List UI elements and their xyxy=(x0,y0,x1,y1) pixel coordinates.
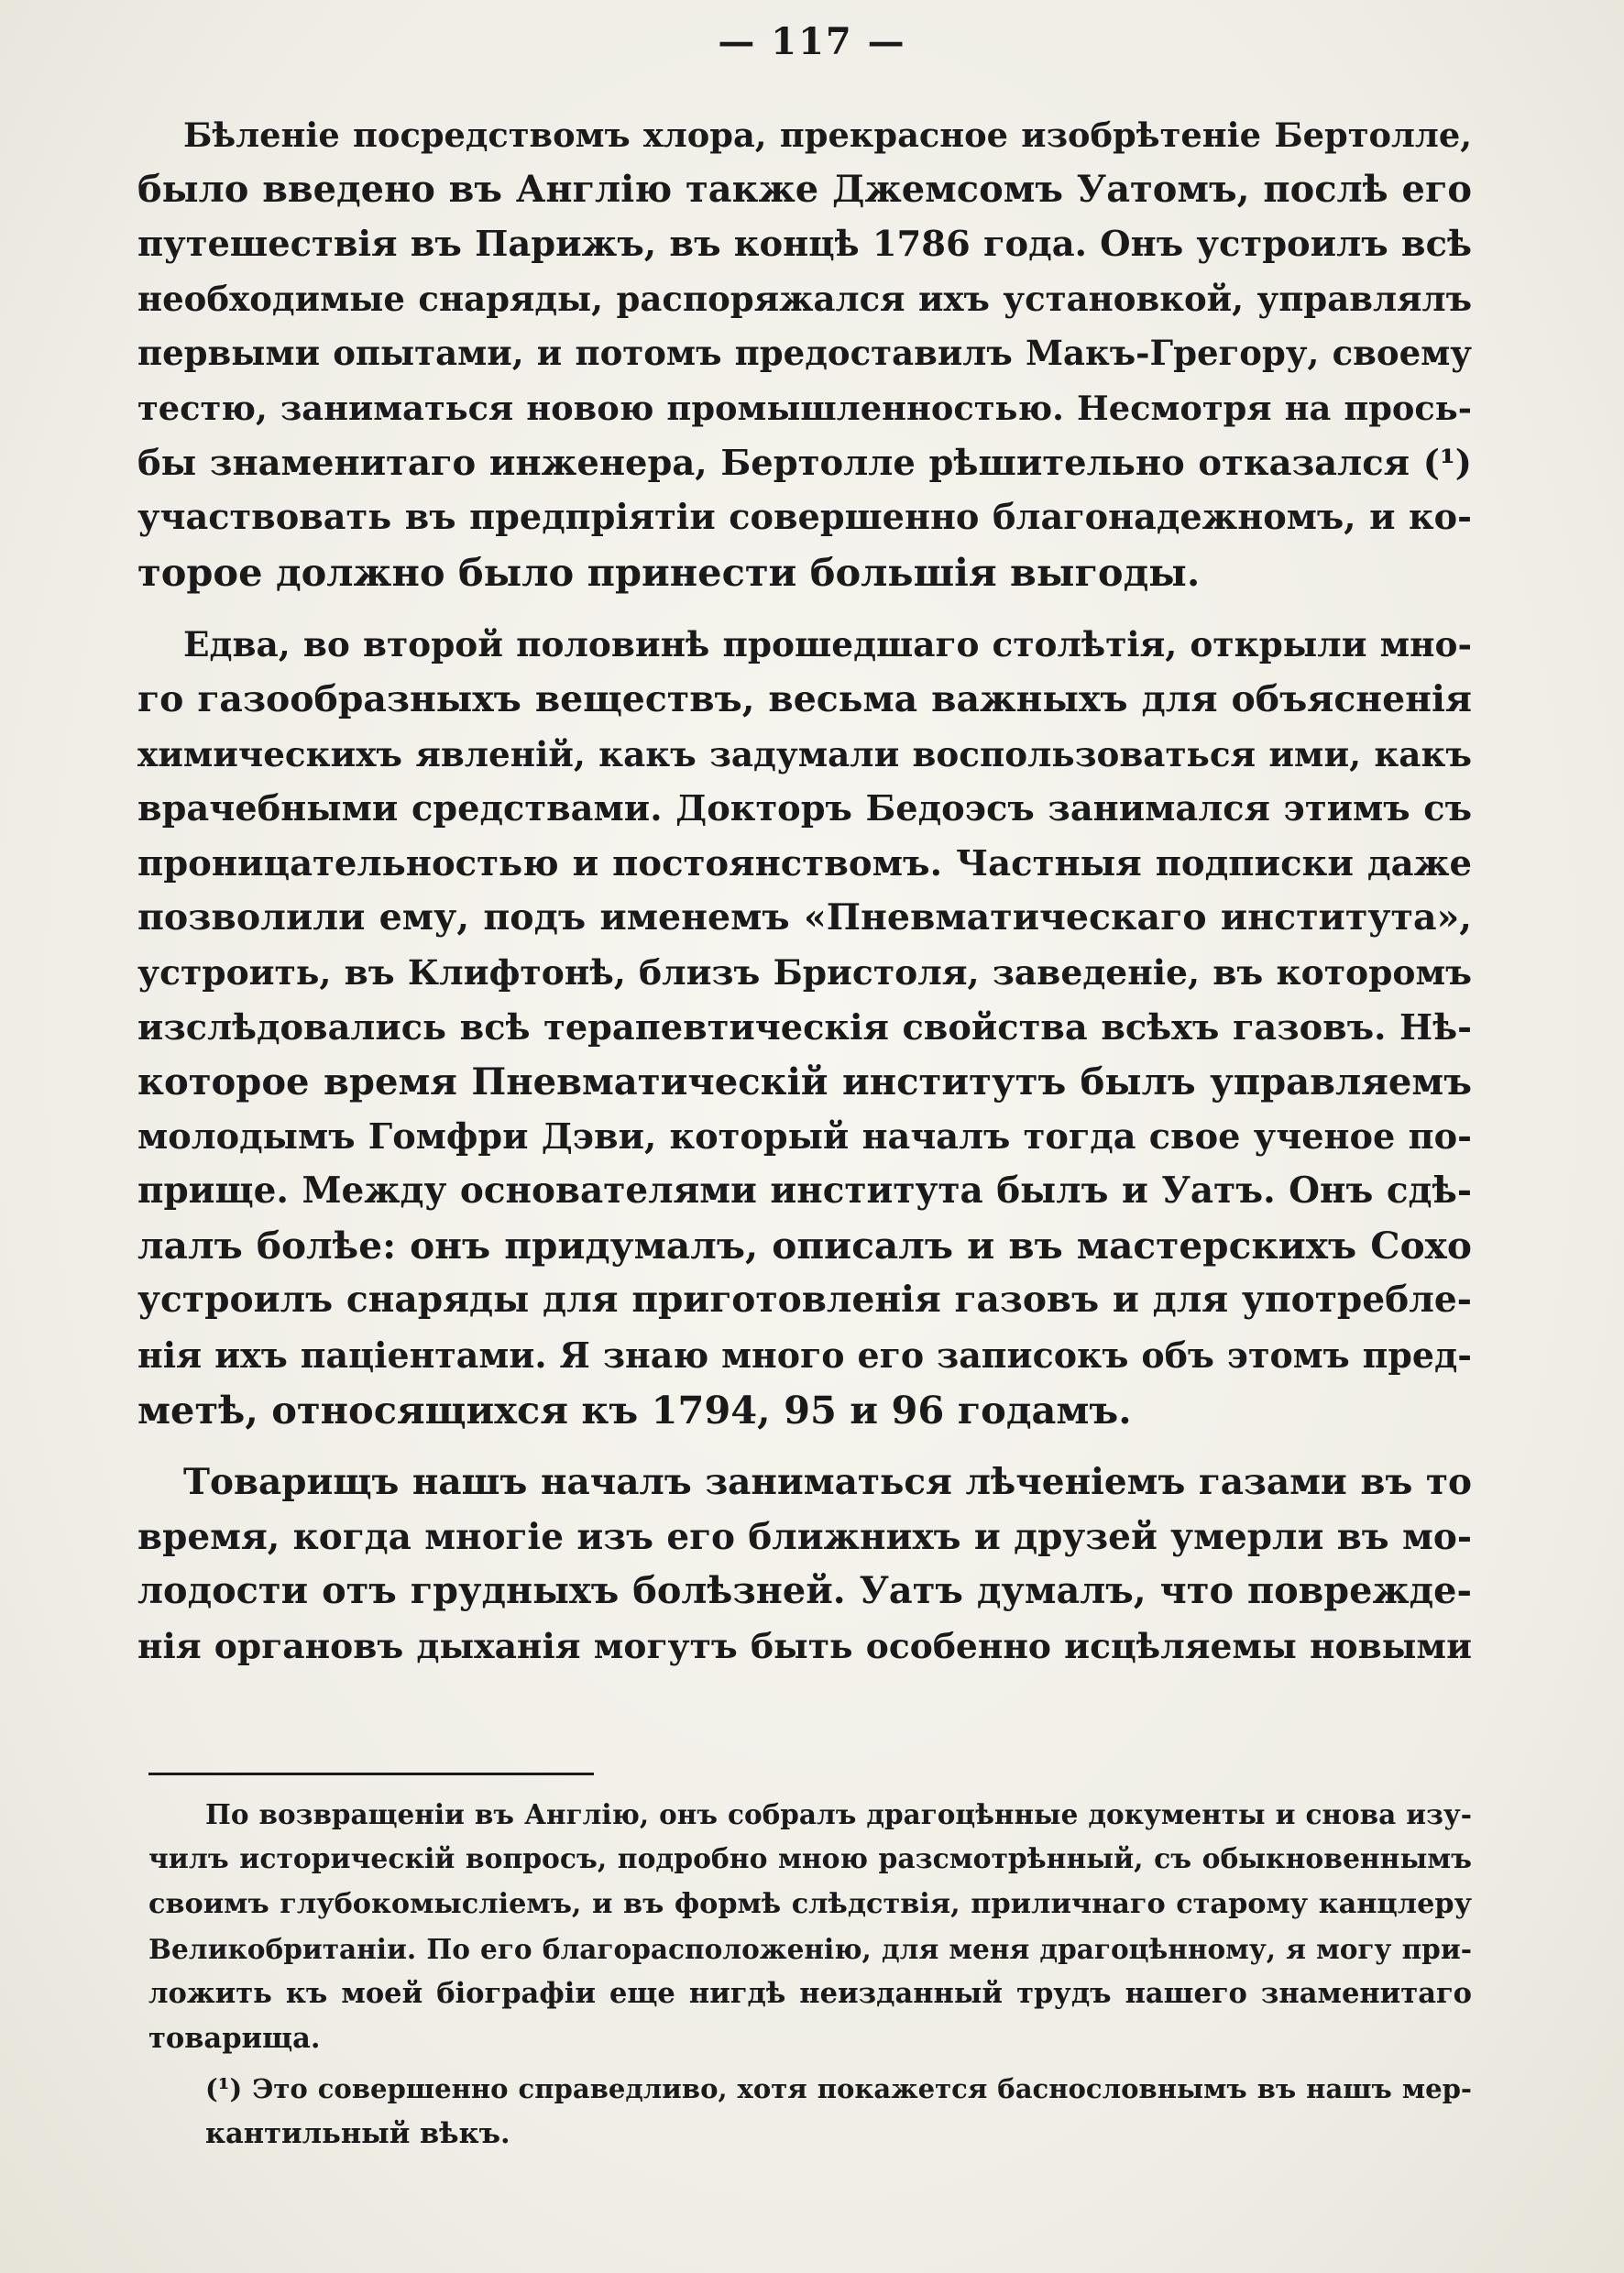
text-line: тестю, заниматься новою промышленностью. Несмотря на прось- xyxy=(137,387,1472,428)
text-line: метѣ, относящихся къ 1794, 95 и 96 годамъ. xyxy=(137,1387,1132,1433)
text-line: устроить, въ Клифтонѣ, близъ Бристоля, заведеніе, въ которомъ xyxy=(137,951,1472,993)
paragraph xyxy=(137,1455,1472,1674)
footnote-line: чилъ историческій вопросъ, подробно мною разсмотрѣнный, съ обыкновеннымъ xyxy=(148,1843,1472,1875)
text-line: прище. Между основателями института былъ и Уатъ. Онъ сдѣ- xyxy=(137,1169,1472,1213)
paragraph xyxy=(137,618,1472,1437)
text-line: которое время Пневматическій институтъ былъ управляемъ xyxy=(137,1060,1472,1104)
text-line: Бѣленіе посредствомъ хлора, прекрасное изобрѣтеніе Бертолле, xyxy=(183,115,1472,155)
footnote xyxy=(148,2067,1472,2157)
footnote-line: товарища. xyxy=(148,2022,321,2055)
text-line: нія ихъ паціентами. Я знаю много его записокъ объ этомъ пред- xyxy=(137,1334,1472,1377)
main-text xyxy=(137,108,1472,1675)
text-line: позволили ему, подъ именемъ «Пневматическаго института», xyxy=(137,896,1472,939)
footnote-line: Великобританіи. По его благорасположенію, для меня драгоцѣнному, я могу при- xyxy=(148,1933,1472,1965)
text-line: молодымъ Гомфри Дэви, который началъ тогда свое ученое по- xyxy=(137,1115,1472,1158)
text-line: Едва, во второй половинѣ прошедшаго столѣтія, открыли мно- xyxy=(183,624,1472,665)
footnote-line: кантильный вѣкъ. xyxy=(205,2117,510,2150)
text-line: было введено въ Англію также Джемсомъ Уатомъ, послѣ его xyxy=(137,168,1472,211)
footnote xyxy=(148,1792,1472,2061)
text-line: устроилъ снаряды для приготовленія газовъ и для употребле- xyxy=(137,1279,1472,1322)
footnote-line: своимъ глубокомысліемъ, и въ формѣ слѣдствія, приличнаго старому канцлеру xyxy=(148,1888,1472,1920)
footnote-divider xyxy=(148,1773,594,1775)
paragraph xyxy=(137,108,1472,599)
text-line: время, когда многіе изъ его ближнихъ и друзей умерли въ мо- xyxy=(137,1515,1472,1558)
footnote-line: ложить къ моей біографіи еще нигдѣ неизданный трудъ нашего знаменитаго xyxy=(148,1977,1472,2010)
text-line: химическихъ явленій, какъ задумали воспользоваться ими, какъ xyxy=(137,733,1472,774)
text-line: го газообразныхъ веществъ, весьма важныхъ для объясненія xyxy=(137,677,1472,720)
text-line: Товарищъ нашъ началъ заниматься лѣченіемъ газами въ то xyxy=(183,1461,1472,1504)
text-line: лалъ болѣе: онъ придумалъ, описалъ и въ мастерскихъ Сохо xyxy=(137,1223,1472,1268)
page-number: — 117 — xyxy=(718,20,906,63)
text-line: путешествія въ Парижъ, въ концѣ 1786 года. Онъ устроилъ всѣ xyxy=(137,224,1472,266)
text-line: бы знаменитаго инженера, Бертолле рѣшительно отказался (¹) xyxy=(137,442,1472,484)
text-line: необходимые снаряды, распоряжался ихъ установкой, управлялъ xyxy=(137,278,1472,319)
text-line: нія органовъ дыханія могутъ быть особенно исцѣляемы новыми xyxy=(137,1626,1472,1667)
footnote-line: (¹) Это совершенно справедливо, хотя покажется баснословнымъ въ нашъ мер- xyxy=(205,2073,1472,2104)
text-line: участвовать въ предпріятіи совершенно благонадежномъ, и ко- xyxy=(137,497,1472,539)
footnote-line: По возвращеніи въ Англію, онъ собралъ драгоцѣнные документы и снова изу- xyxy=(205,1798,1472,1830)
footnotes xyxy=(148,1792,1472,2157)
text-line: торое должно было принести большія выгоды. xyxy=(137,549,1201,595)
text-line: проницательностью и постоянствомъ. Частныя подписки даже xyxy=(137,842,1472,884)
text-line: первыми опытами, и потомъ предоставилъ Макъ-Грегору, своему xyxy=(137,333,1472,374)
text-line: врачебными средствами. Докторъ Бедоэсъ занимался этимъ съ xyxy=(137,788,1472,830)
text-line: лодости отъ грудныхъ болѣзней. Уатъ думалъ, что поврежде- xyxy=(137,1570,1472,1613)
text-line: изслѣдовались всѣ терапевтическія свойства всѣхъ газовъ. Нѣ- xyxy=(137,1006,1472,1049)
